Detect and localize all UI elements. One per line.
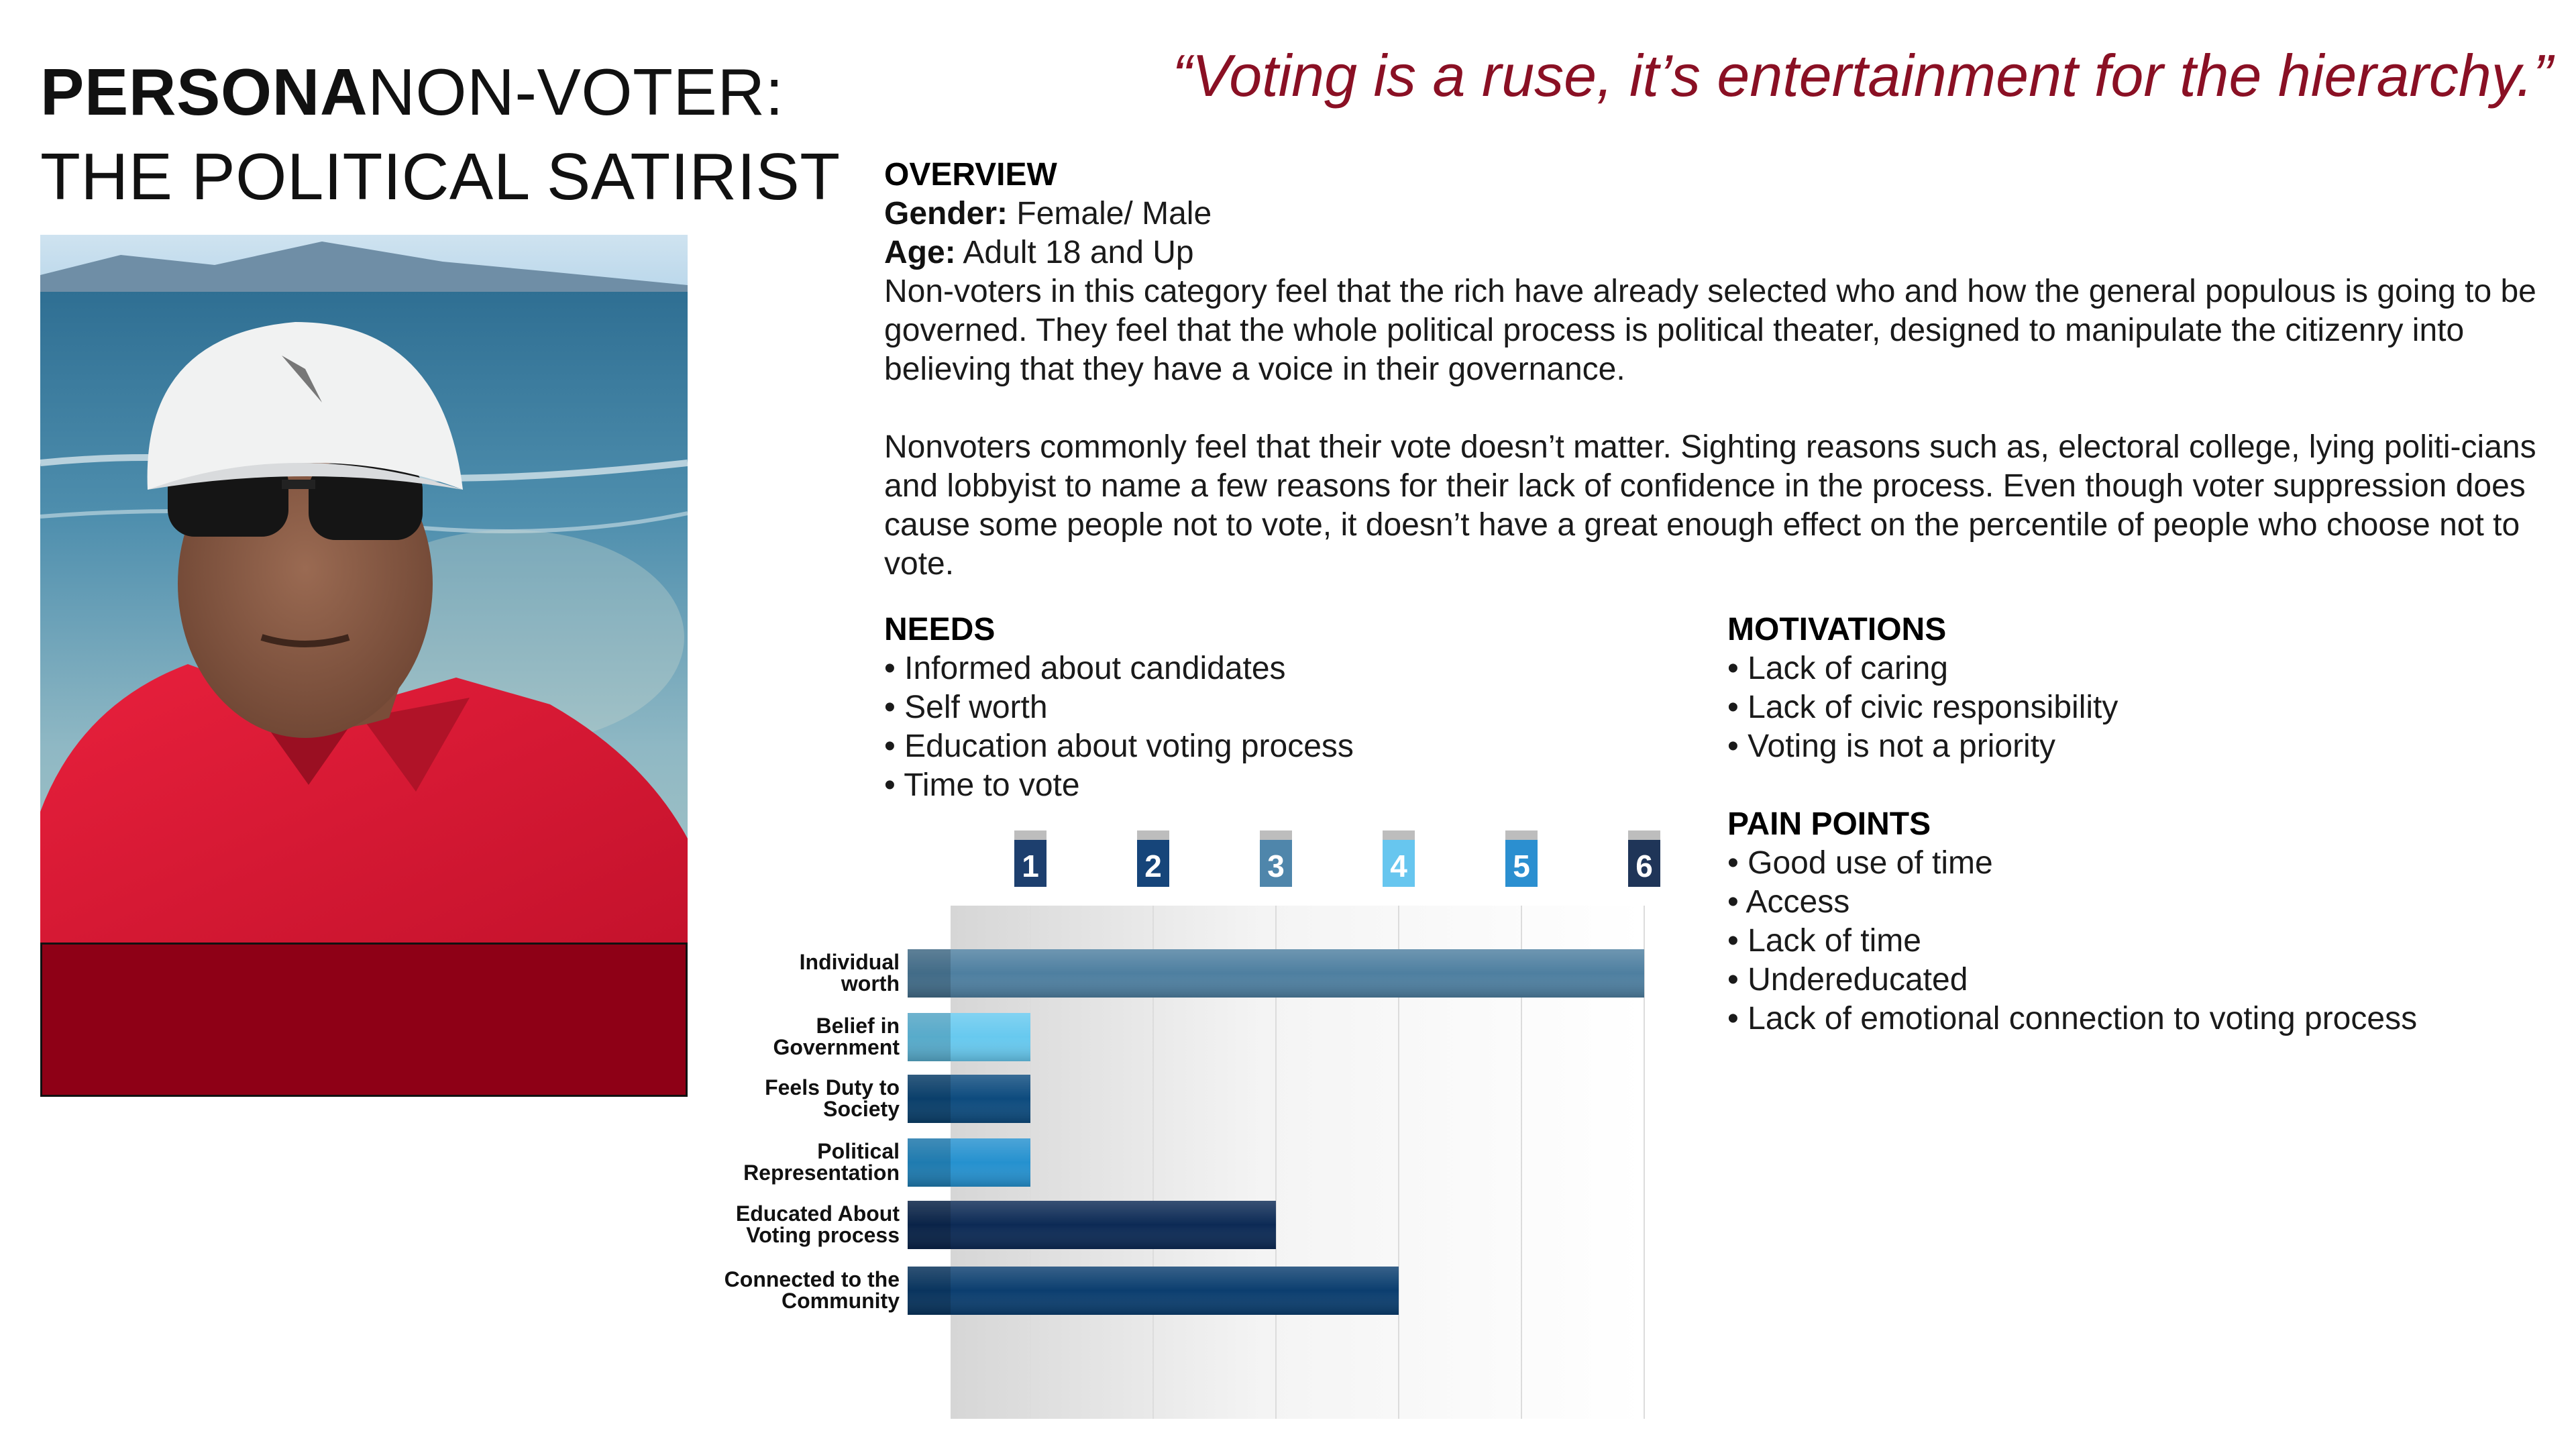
gender-label: Gender:: [884, 196, 1008, 231]
chart-category-label: worth: [841, 971, 900, 996]
needs-section: [884, 610, 1689, 805]
persona-quote: “Voting is a ruse, it’s entertainment for the hierarchy.”: [1172, 42, 2553, 109]
chart-category-label: Educated About: [735, 1201, 900, 1226]
persona-photo: [40, 235, 688, 943]
scale-tab-label: 4: [1390, 849, 1407, 883]
photo-color-band: [40, 943, 688, 1097]
pain-points-item: • Undereducated: [1727, 962, 1968, 998]
needs-item: • Informed about candidates: [884, 651, 1286, 686]
chart-category-label: Political: [817, 1139, 900, 1163]
age-value: Adult 18 and Up: [955, 235, 1194, 270]
needs-heading: NEEDS: [884, 612, 996, 647]
persona-photo-frame: [40, 235, 688, 1097]
chart-bar-endcap: [908, 1201, 951, 1249]
chart-category-label: Individual: [799, 950, 900, 974]
chart-bar-endcap: [908, 1267, 951, 1315]
chart-category-label: Representation: [743, 1161, 900, 1185]
age-label: Age:: [884, 235, 956, 270]
chart-bar-shade: [908, 949, 1644, 998]
chart-category-label: Connected to the: [724, 1267, 900, 1291]
gender-line: [884, 195, 2561, 233]
gender-value: Female/ Male: [1008, 196, 1212, 231]
chart-category-label: Feels Duty to: [765, 1075, 900, 1099]
chart-bar-endcap: [908, 1138, 951, 1187]
pain-points-item: • Access: [1727, 884, 1850, 920]
scale-tab-cap: [1505, 830, 1538, 840]
scale-tab-cap: [1014, 830, 1046, 840]
title-persona: PERSONA: [40, 55, 368, 129]
scale-tab-label: 6: [1635, 849, 1653, 883]
chart-bar-shade: [908, 1267, 1399, 1315]
motivations-heading: MOTIVATIONS: [1727, 612, 1947, 647]
attitude-bar-chart: [671, 818, 1717, 1436]
title-subtype: NON-VOTER:: [368, 55, 784, 129]
scale-tab-cap: [1628, 830, 1660, 840]
overview-paragraph-2: Nonvoters commonly feel that their vote doesn’t matter. Sighting reasons such as, electoral college, lying politi-cians and lobbyist to name a few reasons for their lack of confidence in the process. Even though voter suppression does cause some people not to vote, it doesn’t have a great enough effect on the percentile of people who choose not to vote.: [884, 429, 2536, 582]
chart-category-label: Voting process: [746, 1223, 900, 1247]
age-line: [884, 233, 2561, 272]
pain-points-item: • Lack of time: [1727, 923, 1921, 959]
scale-tab-label: 1: [1022, 849, 1039, 883]
needs-item: • Time to vote: [884, 767, 1080, 803]
scale-tab-cap: [1137, 830, 1169, 840]
chart-category-label: Community: [782, 1289, 900, 1313]
chart-svg: [671, 818, 1717, 1436]
chart-category-label: Belief in: [816, 1014, 900, 1038]
scale-tab-label: 5: [1513, 849, 1530, 883]
pain-points-item: • Lack of emotional connection to voting process: [1727, 1001, 2418, 1036]
chart-bar-endcap: [908, 949, 951, 998]
overview-paragraph-1: Non-voters in this category feel that the rich have already selected who and how the general populous is going to be governed. They feel that the whole political process is political theater, designed to manipulate the citizenry into believing that they have a voice in their governance.: [884, 274, 2536, 387]
scale-tab-label: 3: [1267, 849, 1285, 883]
chart-bar-endcap: [908, 1013, 951, 1061]
chart-bar-endcap: [908, 1075, 951, 1123]
overview-heading: OVERVIEW: [884, 157, 1057, 193]
scale-tab-cap: [1383, 830, 1415, 840]
motivations-section: [1727, 610, 2532, 766]
overview-section: [884, 156, 2561, 584]
chart-category-label: Government: [773, 1035, 900, 1059]
motivations-item: • Lack of civic responsibility: [1727, 690, 2118, 725]
title-line2: THE POLITICAL SATIRIST: [40, 140, 841, 213]
scale-tab-label: 2: [1144, 849, 1162, 883]
pain-points-section: [1727, 805, 2559, 1038]
page-title: [40, 50, 841, 219]
motivations-item: • Voting is not a priority: [1727, 729, 2056, 764]
chart-category-label: Society: [823, 1097, 900, 1121]
needs-item: • Self worth: [884, 690, 1048, 725]
motivations-item: • Lack of caring: [1727, 651, 1948, 686]
needs-item: • Education about voting process: [884, 729, 1354, 764]
scale-tab-cap: [1260, 830, 1292, 840]
pain-points-heading: PAIN POINTS: [1727, 806, 1931, 842]
chart-bar-shade: [908, 1201, 1276, 1249]
pain-points-item: • Good use of time: [1727, 845, 1993, 881]
